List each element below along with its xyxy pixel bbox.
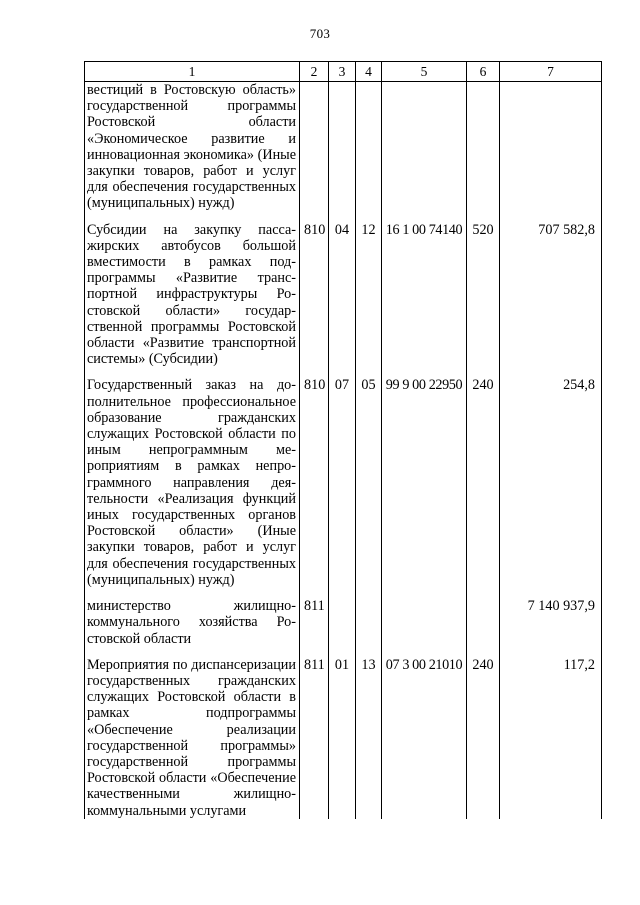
header-col-3: 3	[329, 62, 356, 82]
row-pr	[356, 598, 382, 657]
row-rz: 07	[329, 377, 356, 598]
row-sum: 707 582,8	[500, 222, 602, 378]
row-pr: 05	[356, 377, 382, 598]
row-pr	[356, 82, 382, 222]
row-name: вестиций в Ростовскую область» государственной программы Ростовской области «Экономическое развитие и инновационная экономика» (Иные закупки товаров, работ и услуг для обеспечения государственных (муниципальных) нужд)	[85, 82, 300, 222]
header-col-2: 2	[300, 62, 329, 82]
row-rz: 01	[329, 657, 356, 819]
row-name: Субсидии на закупку пассажирских автобусов большой вместимости в рамках подпрограммы «Развитие транспортной инфраструктуры Ростовской области» государственной программы Ростовской области «Развитие транспортной системы» (Субсидии)	[85, 222, 300, 378]
table-row	[85, 377, 602, 598]
table-header	[85, 62, 602, 82]
row-ved: 810	[300, 222, 329, 378]
row-ved: 811	[300, 657, 329, 819]
row-sum: 7 140 937,9	[500, 598, 602, 657]
table-row	[85, 82, 602, 222]
row-sum: 254,8	[500, 377, 602, 598]
header-col-7: 7	[500, 62, 602, 82]
row-csr: 07 3 00 21010	[382, 657, 467, 819]
row-name: министерство жилищно-коммунального хозяйства Ростовской области	[85, 598, 300, 657]
row-sum	[500, 82, 602, 222]
row-vr: 240	[467, 657, 500, 819]
row-rz	[329, 82, 356, 222]
row-csr	[382, 82, 467, 222]
header-col-1: 1	[85, 62, 300, 82]
row-ved	[300, 82, 329, 222]
header-col-4: 4	[356, 62, 382, 82]
row-sum: 117,2	[500, 657, 602, 819]
table-row	[85, 657, 602, 819]
row-vr	[467, 82, 500, 222]
row-name: Государственный заказ на дополнительное профессиональное образование гражданских служащих Ростовской области по иным непрограммным мероприятиям в рамках непрограммного направления деятельности «Реализация функций иных государственных органов Ростовской области» (Иные закупки товаров, работ и услуг для обеспечения государственных (муниципальных) нужд)	[85, 377, 300, 598]
header-col-5: 5	[382, 62, 467, 82]
row-name: Мероприятия по диспансеризации государственных гражданских служащих Ростовской области в рамках подпрограммы «Обеспечение реализации государственной программы» государственной программы Ростовской области «Обеспечение качественными жилищно-коммунальными услугами	[85, 657, 300, 819]
page-number: 703	[309, 26, 331, 41]
row-csr: 99 9 00 22950	[382, 377, 467, 598]
header-row	[85, 62, 602, 82]
row-pr: 12	[356, 222, 382, 378]
row-rz	[329, 598, 356, 657]
table-body	[85, 82, 602, 819]
row-ved: 810	[300, 377, 329, 598]
row-rz: 04	[329, 222, 356, 378]
table-row	[85, 222, 602, 378]
row-vr: 520	[467, 222, 500, 378]
row-vr: 240	[467, 377, 500, 598]
row-vr	[467, 598, 500, 657]
row-pr: 13	[356, 657, 382, 819]
budget-table	[84, 61, 602, 819]
header-col-6: 6	[467, 62, 500, 82]
row-csr	[382, 598, 467, 657]
table-row	[85, 598, 602, 657]
row-ved: 811	[300, 598, 329, 657]
row-csr: 16 1 00 74140	[382, 222, 467, 378]
